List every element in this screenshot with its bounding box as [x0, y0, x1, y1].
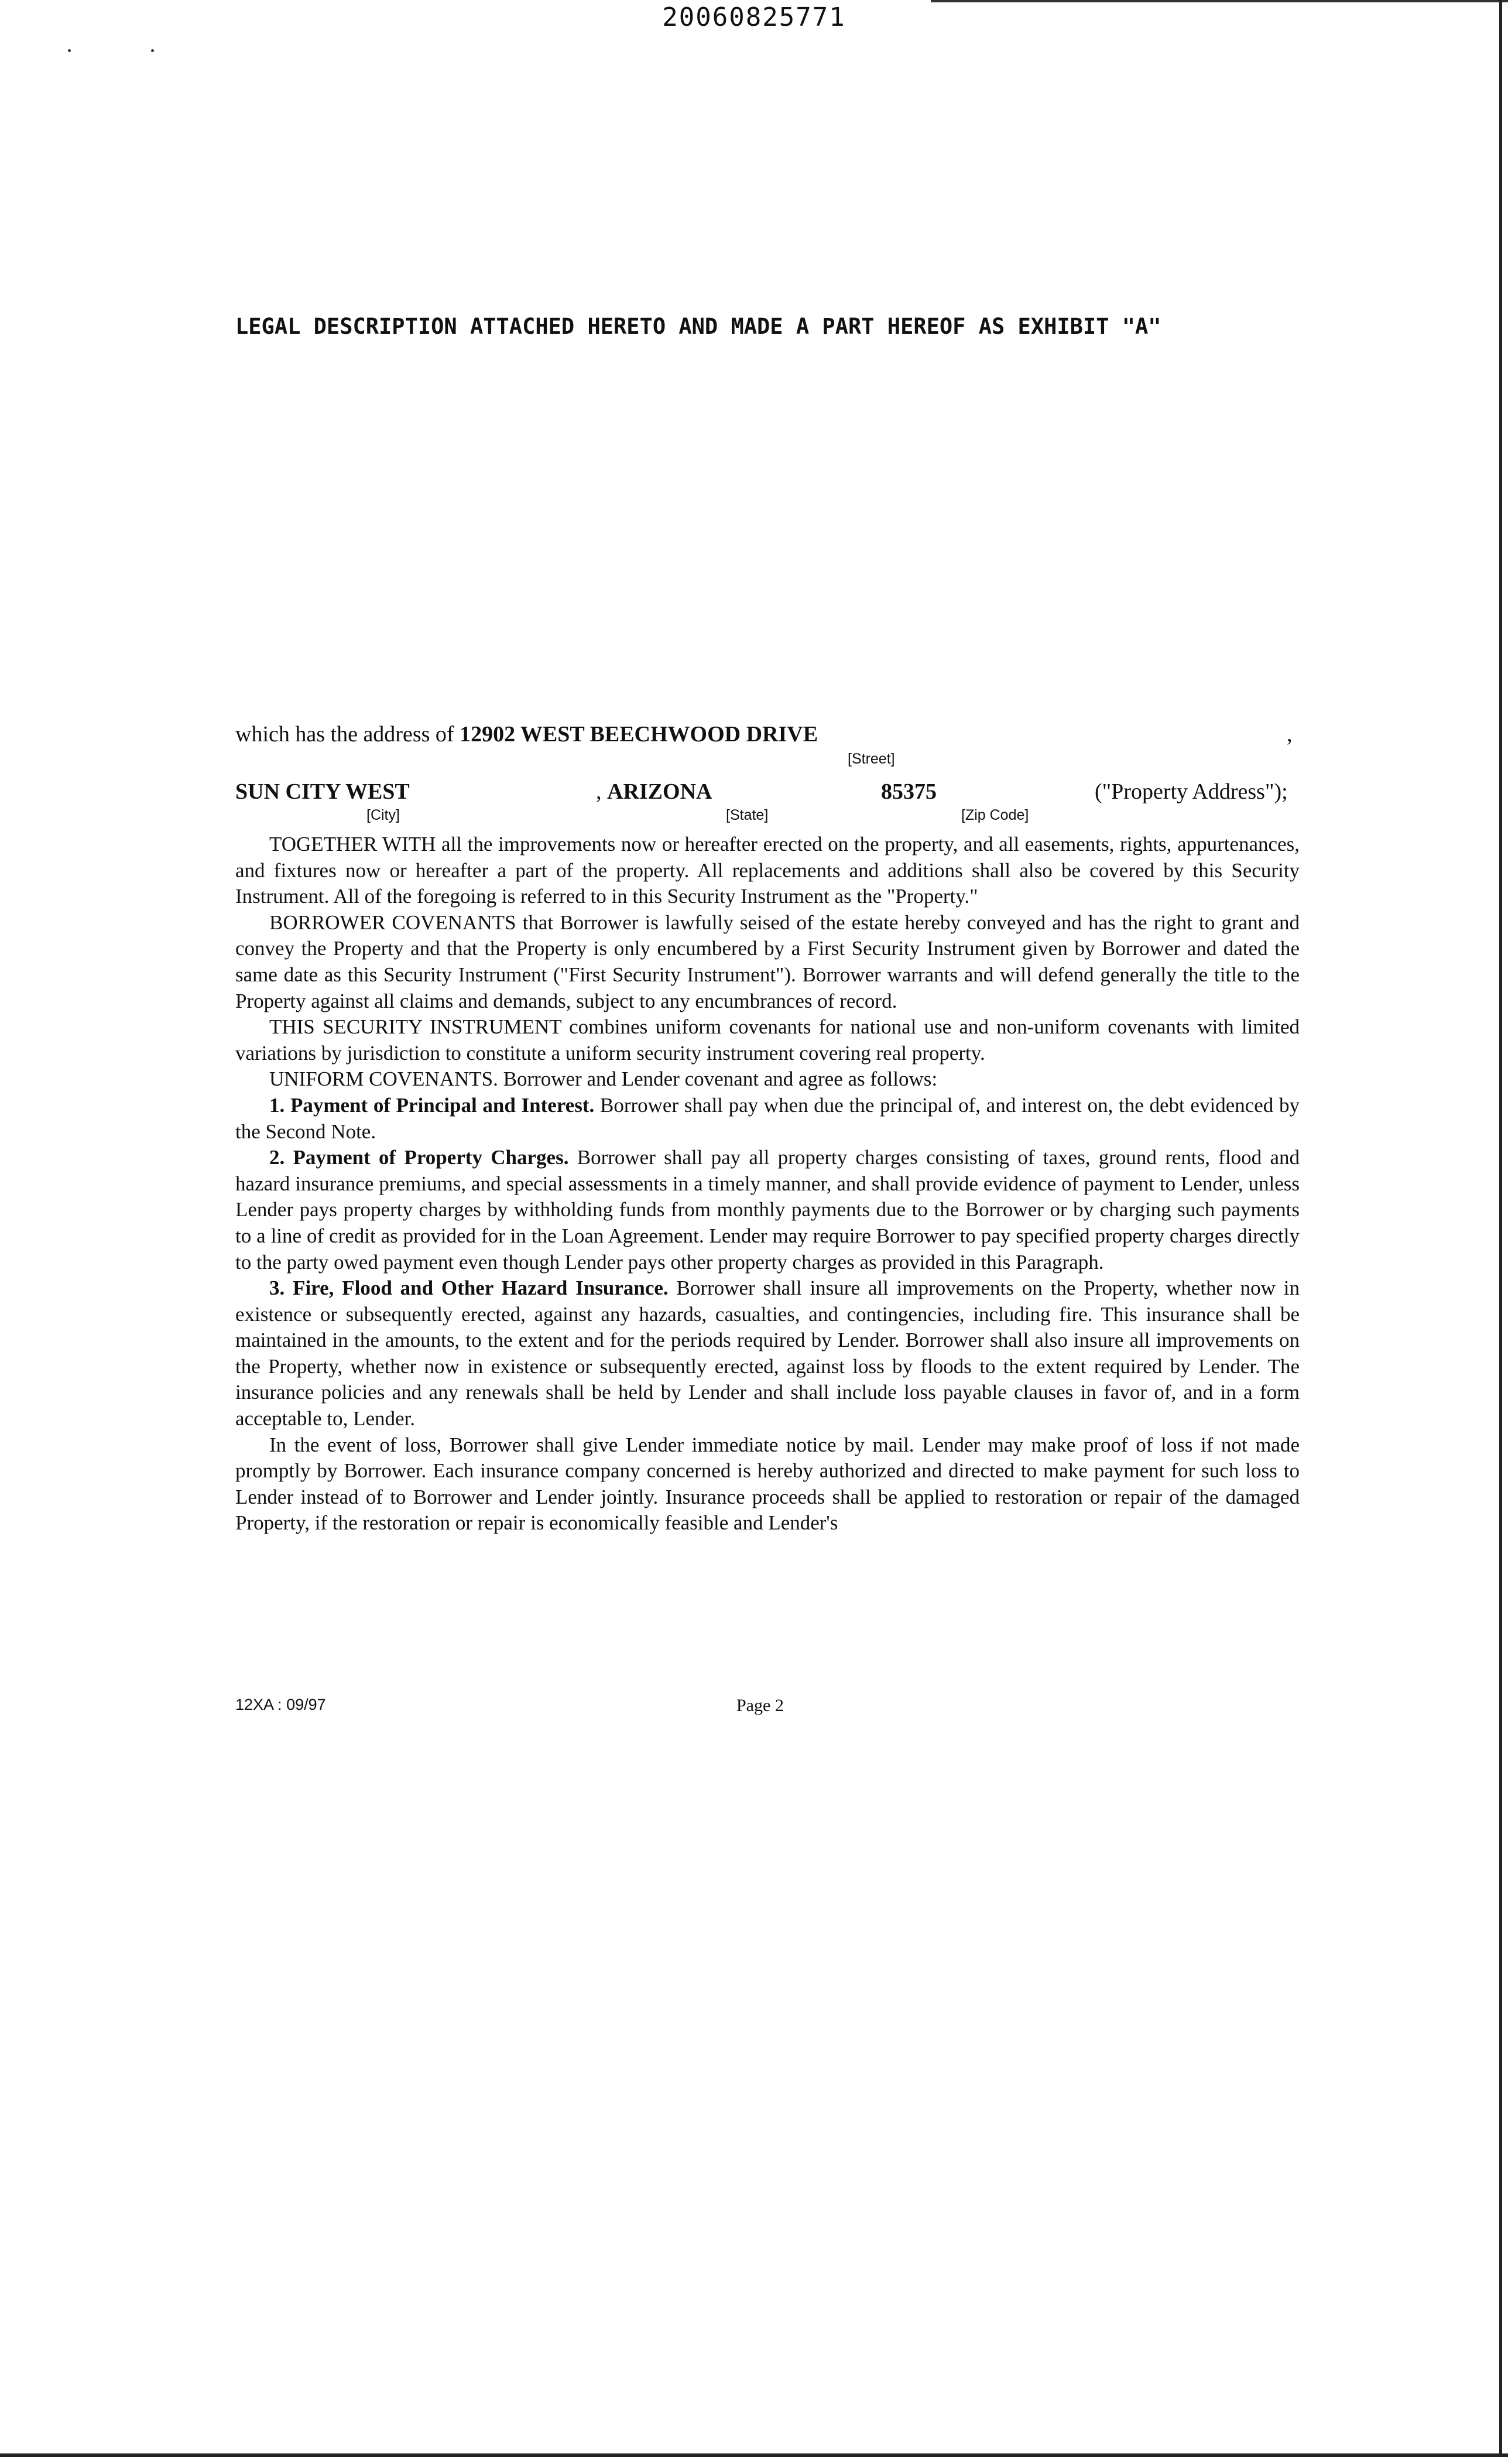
borrower-covenants-paragraph: BORROWER COVENANTS that Borrower is lawfully seised of the estate hereby conveyed and has the right to grant and convey the Property and that the Property is only encumbered by a First Security Instrument given by Borrower and dated the same date as this Security Instrument ("First Security Instrument"). Borrower warrants and will defend generally the title to the Property against all claims and demands, subject to any encumbrances of record.	[235, 911, 1300, 1012]
scan-speck	[68, 49, 71, 52]
loss-paragraph: In the event of loss, Borrower shall give Lender immediate notice by mail. Lender may make proof of loss if not made promptly by Borrower. Each insurance company concerned is hereby authorized and directed to make payment for such loss to Lender instead of to Borrower and Lender jointly. Insurance proceeds shall be applied to restoration or repair of the damaged Property, if the restoration or repair is economically feasible and Lender's	[235, 1433, 1300, 1535]
section-2-text: Borrower shall pay all property charges consisting of taxes, ground rents, flood and hazard insurance premiums, and special assessments in a timely manner, and shall provide evidence of payment to Lender, unless Lender pays property charges by withholding funds from monthly payments due to the Borrower or by charging such payments to a line of credit as provided for in the Loan Agreement. Lender may require Borrower to pay specified property charges directly to the party owed payment even though Lender pays other property charges as provided in this Paragraph.	[235, 1146, 1300, 1274]
section-1-title: 1. Payment of Principal and Interest.	[269, 1093, 595, 1117]
legal-description-heading: LEGAL DESCRIPTION ATTACHED HERETO AND MADE A PART HEREOF AS EXHIBIT "A"	[235, 314, 1161, 339]
scan-speck	[151, 49, 154, 52]
property-address-label: ("Property Address");	[1095, 779, 1288, 804]
together-paragraph: TOGETHER WITH all the improvements now or hereafter erected on the property, and all easements, rights, appurtenances, and fixtures now or hereafter a part of the property. All replacements and additions shall also be covered by this Security Instrument. All of the foregoing is referred to in this Security Instrument as the "Property."	[235, 833, 1300, 908]
form-number: 12XA : 09/97	[235, 1696, 326, 1713]
section-1-paragraph	[235, 1093, 1300, 1145]
body-text	[235, 831, 1300, 1536]
street-caption: [Street]	[848, 751, 895, 767]
section-3-paragraph	[235, 1275, 1300, 1432]
uniform-covenants-paragraph: UNIFORM COVENANTS. Borrower and Lender covenant and agree as follows:	[269, 1067, 938, 1091]
recording-number: 20060825771	[662, 2, 846, 32]
address-lead-in: which has the address of	[235, 722, 460, 747]
state-value: ARIZONA	[607, 779, 712, 804]
city-caption: [City]	[366, 807, 400, 823]
state-field: , ARIZONA	[596, 779, 712, 804]
bottom-scan-border	[0, 2453, 1508, 2457]
zip-value: 85375	[881, 779, 937, 804]
section-2-paragraph	[235, 1145, 1300, 1275]
street-comma: ,	[1287, 722, 1293, 747]
city-value: SUN CITY WEST	[235, 779, 410, 804]
section-2-title: 2. Payment of Property Charges.	[269, 1146, 569, 1169]
section-1-text: Borrower shall pay when due the principal of, and interest on, the debt evidenced by the Second Note.	[235, 1093, 1300, 1143]
page-number: Page 2	[736, 1696, 784, 1715]
security-instrument-paragraph: THIS SECURITY INSTRUMENT combines uniform covenants for national use and non-uniform covenants with limited variations by jurisdiction to constitute a uniform security instrument covering real property.	[235, 1015, 1300, 1065]
state-caption: [State]	[726, 807, 769, 823]
zip-caption: [Zip Code]	[961, 807, 1029, 823]
address-line	[235, 721, 818, 747]
section-3-text: Borrower shall insure all improvements on the Property, whether now in existence or subsequently erected, against any hazards, casualties, and contingencies, including fire. This insurance shall be maintained in the amounts, to the extent and for the periods required by Lender. Borrower shall also insure all improvements on the Property, whether now in existence or subsequently erected, against loss by floods to the extent required by Lender. The insurance policies and any renewals shall be held by Lender and shall include loss payable clauses in favor of, and in a form acceptable to, Lender.	[235, 1277, 1300, 1431]
section-3-title: 3. Fire, Flood and Other Hazard Insurance.	[269, 1277, 669, 1300]
right-scan-border	[1499, 0, 1502, 2453]
street-value: 12902 WEST BEECHWOOD DRIVE	[460, 722, 818, 747]
